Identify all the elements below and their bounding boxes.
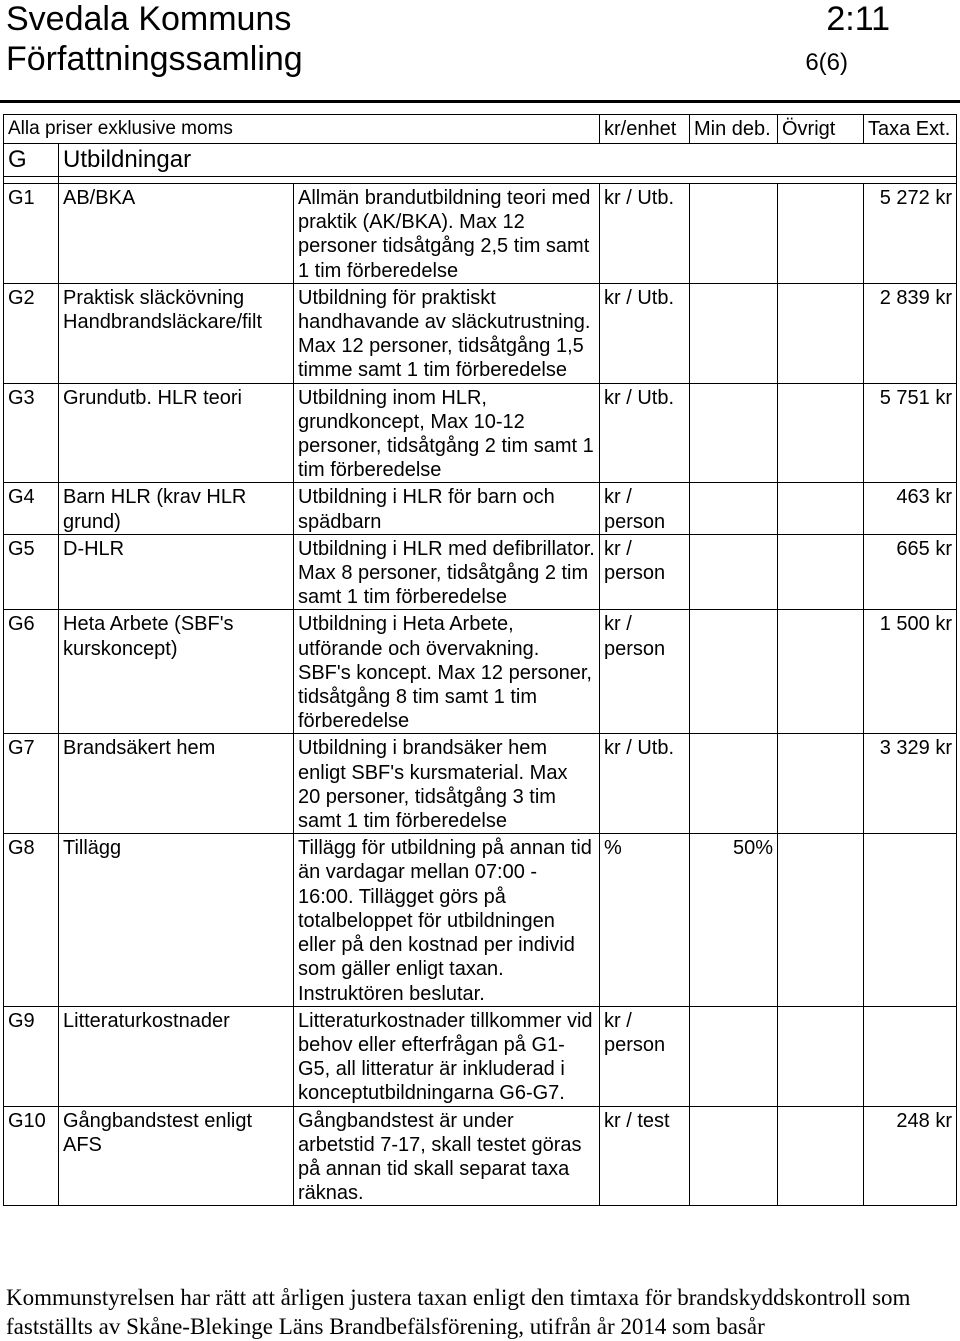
row-description: Tillägg för utbildning på annan tid än vardagar mellan 07:00 - 16:00. Tillägget görs på totalbeloppet för utbildningen eller på den kostnad per individ som gäller enligt taxan. Instruktören beslutar.	[294, 834, 600, 1006]
row-unit: kr / Utb.	[600, 283, 690, 383]
row-other	[778, 1006, 864, 1106]
collection-title: Författningssamling	[6, 40, 303, 78]
row-name: D-HLR	[59, 534, 294, 610]
table-header-row	[4, 115, 957, 144]
table-row	[4, 610, 957, 734]
row-price: 2 839 kr	[864, 283, 957, 383]
row-name: Gångbandstest enligt AFS	[59, 1106, 294, 1206]
table-row	[4, 1006, 957, 1106]
org-title: Svedala Kommuns	[6, 0, 292, 38]
row-other	[778, 610, 864, 734]
row-price: 5 272 kr	[864, 184, 957, 284]
table-row	[4, 1106, 957, 1206]
row-name: AB/BKA	[59, 184, 294, 284]
row-code: G8	[4, 834, 59, 1006]
row-code: G10	[4, 1106, 59, 1206]
row-price: 1 500 kr	[864, 610, 957, 734]
row-name: Praktisk släckövning Handbrandsläckare/filt	[59, 283, 294, 383]
row-code: G2	[4, 283, 59, 383]
row-min-deb	[690, 483, 778, 534]
table-row	[4, 383, 957, 483]
row-description: Utbildning i HLR med defibrillator. Max 8 personer, tidsåtgång 2 tim samt 1 tim förberedelse	[294, 534, 600, 610]
row-min-deb	[690, 383, 778, 483]
header-rule	[0, 100, 960, 103]
row-description: Utbildning i HLR för barn och spädbarn	[294, 483, 600, 534]
row-unit: kr / Utb.	[600, 184, 690, 284]
table-row	[4, 483, 957, 534]
row-code: G5	[4, 534, 59, 610]
table-row	[4, 734, 957, 834]
row-price: 665 kr	[864, 534, 957, 610]
row-other	[778, 1106, 864, 1206]
row-description: Utbildning för praktiskt handhavande av släckutrustning. Max 12 personer, tidsåtgång 1,5 timme samt 1 tim förberedelse	[294, 283, 600, 383]
row-min-deb	[690, 1006, 778, 1106]
table-row	[4, 283, 957, 383]
row-description: Gångbandstest är under arbetstid 7-17, skall testet göras på annan tid skall separat taxa räknas.	[294, 1106, 600, 1206]
row-code: G7	[4, 734, 59, 834]
row-price	[864, 834, 957, 1006]
row-name: Barn HLR (krav HLR grund)	[59, 483, 294, 534]
row-other	[778, 534, 864, 610]
row-other	[778, 734, 864, 834]
row-name: Grundutb. HLR teori	[59, 383, 294, 483]
column-header: kr/enhet	[600, 115, 690, 144]
column-header: Alla priser exklusive moms	[4, 115, 600, 144]
row-name: Heta Arbete (SBF's kurskoncept)	[59, 610, 294, 734]
row-min-deb	[690, 734, 778, 834]
column-header: Taxa Ext.	[864, 115, 957, 144]
row-min-deb	[690, 184, 778, 284]
footer-note: Kommunstyrelsen har rätt att årligen justera taxan enligt den timtaxa för brandskyddskontroll som fastställts av Skåne-Blekinge Läns Brandbefälsförening, utifrån år 2014 som basår	[6, 1285, 911, 1339]
row-code: G3	[4, 383, 59, 483]
row-description: Utbildning i brandsäker hem enligt SBF's kursmaterial. Max 20 personer, tidsåtgång 3 tim samt 1 tim förberedelse	[294, 734, 600, 834]
row-min-deb: 50%	[690, 834, 778, 1006]
column-header: Övrigt	[778, 115, 864, 144]
row-min-deb	[690, 610, 778, 734]
section-title: Utbildningar	[59, 144, 957, 177]
row-description: Litteraturkostnader tillkommer vid behov eller efterfrågan på G1-G5, all litteratur är inkluderad i konceptutbildningarna G6-G7.	[294, 1006, 600, 1106]
row-price: 5 751 kr	[864, 383, 957, 483]
row-unit: kr / person	[600, 483, 690, 534]
row-other	[778, 283, 864, 383]
row-unit: kr / test	[600, 1106, 690, 1206]
spacer-row	[4, 177, 957, 184]
column-header: Min deb.	[690, 115, 778, 144]
section-row	[4, 144, 957, 177]
row-price: 463 kr	[864, 483, 957, 534]
row-unit: kr / Utb.	[600, 383, 690, 483]
row-description: Utbildning i Heta Arbete, utförande och övervakning. SBF's koncept. Max 12 personer, tidsåtgång 8 tim samt 1 tim förberedelse	[294, 610, 600, 734]
price-table	[3, 114, 957, 1206]
table-row	[4, 184, 957, 284]
row-unit: kr / person	[600, 610, 690, 734]
row-code: G9	[4, 1006, 59, 1106]
row-name: Brandsäkert hem	[59, 734, 294, 834]
row-code: G1	[4, 184, 59, 284]
row-price	[864, 1006, 957, 1106]
row-code: G4	[4, 483, 59, 534]
row-min-deb	[690, 534, 778, 610]
document-number: 2:11	[826, 0, 890, 38]
table-row	[4, 834, 957, 1006]
page-number: 6(6)	[805, 49, 848, 76]
row-name: Tillägg	[59, 834, 294, 1006]
row-other	[778, 184, 864, 284]
row-name: Litteraturkostnader	[59, 1006, 294, 1106]
row-unit: kr / person	[600, 1006, 690, 1106]
row-description: Utbildning inom HLR, grundkoncept, Max 10-12 personer, tidsåtgång 2 tim samt 1 tim förberedelse	[294, 383, 600, 483]
row-other	[778, 483, 864, 534]
row-code: G6	[4, 610, 59, 734]
section-code: G	[4, 144, 59, 177]
row-unit: kr / person	[600, 534, 690, 610]
row-price: 3 329 kr	[864, 734, 957, 834]
row-unit: kr / Utb.	[600, 734, 690, 834]
row-unit: %	[600, 834, 690, 1006]
row-min-deb	[690, 1106, 778, 1206]
row-other	[778, 834, 864, 1006]
row-min-deb	[690, 283, 778, 383]
row-price: 248 kr	[864, 1106, 957, 1206]
row-other	[778, 383, 864, 483]
row-description: Allmän brandutbildning teori med praktik (AK/BKA). Max 12 personer tidsåtgång 2,5 tim samt 1 tim förberedelse	[294, 184, 600, 284]
table-row	[4, 534, 957, 610]
